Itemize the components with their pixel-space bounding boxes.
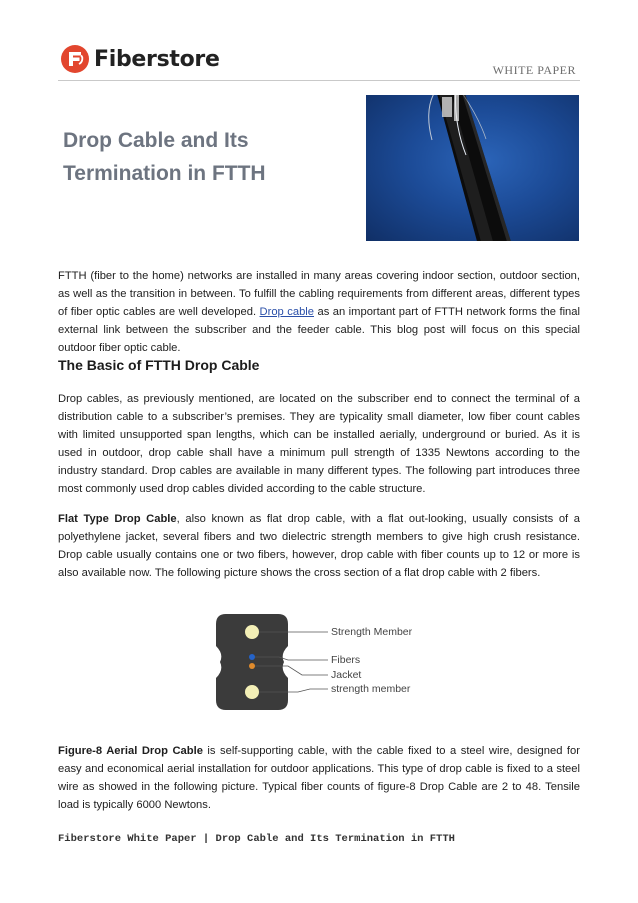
title-line-2: Termination in FTTH [63, 162, 266, 185]
title-line-1: Drop Cable and Its [63, 129, 249, 152]
flat-cable-cross-section-figure [214, 612, 426, 712]
company-logo [60, 44, 220, 74]
intro-text-start: FTTH (fiber to the home) networks are installed in many areas covering indoor section, outdoor section, as well as the transition in between. To fulfill the cabling requirements from different areas, different types of fiber optic cables are well developed. [58, 270, 580, 318]
fiber-blue [249, 654, 255, 660]
page-footer: Fiberstore White Paper | Drop Cable and Its Termination in FTTH [58, 833, 455, 845]
drop-cable-photo [366, 95, 579, 241]
fiber-orange [249, 663, 255, 669]
fiberstore-logo-icon [60, 44, 90, 74]
label-strength-member-lower: strength member [331, 683, 411, 695]
flat-type-text: , also known as flat drop cable, with a flat out-looking, usually consists of a polyethylene jacket, several fibers and two dielectric strength members to give high crush resistance. Drop cable usually contains one or two fibers, however, drop cable with fiber counts up to 12 or more is also available now. The following picture shows the cross section of a flat drop cable with 2 fibers. [58, 513, 581, 579]
strength-member-bottom [245, 685, 259, 699]
white-paper-tag: WHITE PAPER [492, 63, 576, 77]
label-strength-member: Strength Member [331, 626, 413, 638]
flat-type-term: Flat Type Drop Cable [58, 513, 177, 525]
flat-drop-cable-photo-icon [366, 95, 579, 241]
cable-cross-section-diagram [214, 612, 426, 712]
header-divider [58, 80, 580, 81]
document-title [63, 124, 303, 190]
intro-text-end: as an important part of FTTH network forms the final external link between the subscriber and the feeder cable. This blog post will focus on this special outdoor fiber optic cable. [58, 306, 580, 354]
label-fibers: Fibers [331, 654, 361, 666]
intro-paragraph [58, 267, 580, 357]
strength-member-top [245, 625, 259, 639]
section-heading: The Basic of FTTH Drop Cable [58, 357, 260, 373]
label-jacket: Jacket [331, 669, 362, 681]
drop-cable-basics-paragraph: Drop cables, as previously mentioned, are located on the subscriber end to connect the terminal of a distribution cable to a subscriber’s premises. They are typicality small diameter, low fiber count cables with limited unsupported span lengths, which can be installed aerially, underground or buried. As it is used in outdoor, drop cable shall have a minimum pull strength of 1335 Newtons according to the industry standard. Drop cables are available in many different types. The following part introduces three most commonly used drop cables divided according to the cable structure. [58, 393, 580, 495]
figure-8-text: is self-supporting cable, with the cable fixed to a steel wire, designed for easy and economical aerial installation for outdoor applications. This type of drop cable is fixed to a steel wire as showed in the following picture. Typical fiber counts of figure-8 Drop Cable are 2 to 48. Tensile load is typically 6000 Newtons. [58, 745, 580, 811]
flat-type-paragraph [58, 510, 580, 582]
figure-8-paragraph [58, 742, 580, 814]
figure-8-term: Figure-8 Aerial Drop Cable [58, 745, 203, 757]
logo-wordmark: Fiberstore [94, 46, 220, 72]
drop-cable-link[interactable]: Drop cable [259, 306, 314, 318]
